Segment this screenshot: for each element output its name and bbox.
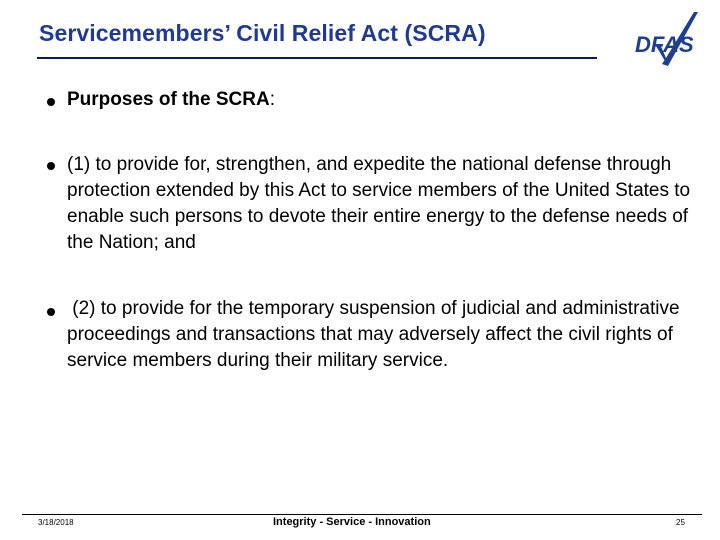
bullet-heading-colon: : [269,89,275,110]
slide-title: Servicemembers’ Civil Relief Act (SCRA) [39,20,486,46]
bullet-heading [67,87,697,113]
footer-motto: Integrity - Service - Innovation [273,516,431,528]
footer-date: 3/18/2018 [38,518,74,527]
logo-lettering: DFAS [635,32,694,57]
bullet-purpose-1: (1) to provide for, strengthen, and expedite the national defense through protection extended by this Act to service members of the United States to enable such persons to devote their entire energy to the defense needs of the Nation; and [67,154,691,253]
bullet-purpose-2: (2) to provide for the temporary suspension of judicial and administrative proceedings and transactions that may adversely affect the civil rights of service members during their military service. [67,298,685,371]
bullet-dot [47,308,55,316]
bullet-heading-text: Purposes of the SCRA [67,89,270,110]
bullet-dot [47,162,55,170]
page-number: 25 [676,518,685,527]
footer-divider [22,514,702,515]
bullet-dot [47,98,55,106]
dfas-logo-icon [632,8,702,72]
title-divider [37,57,597,59]
